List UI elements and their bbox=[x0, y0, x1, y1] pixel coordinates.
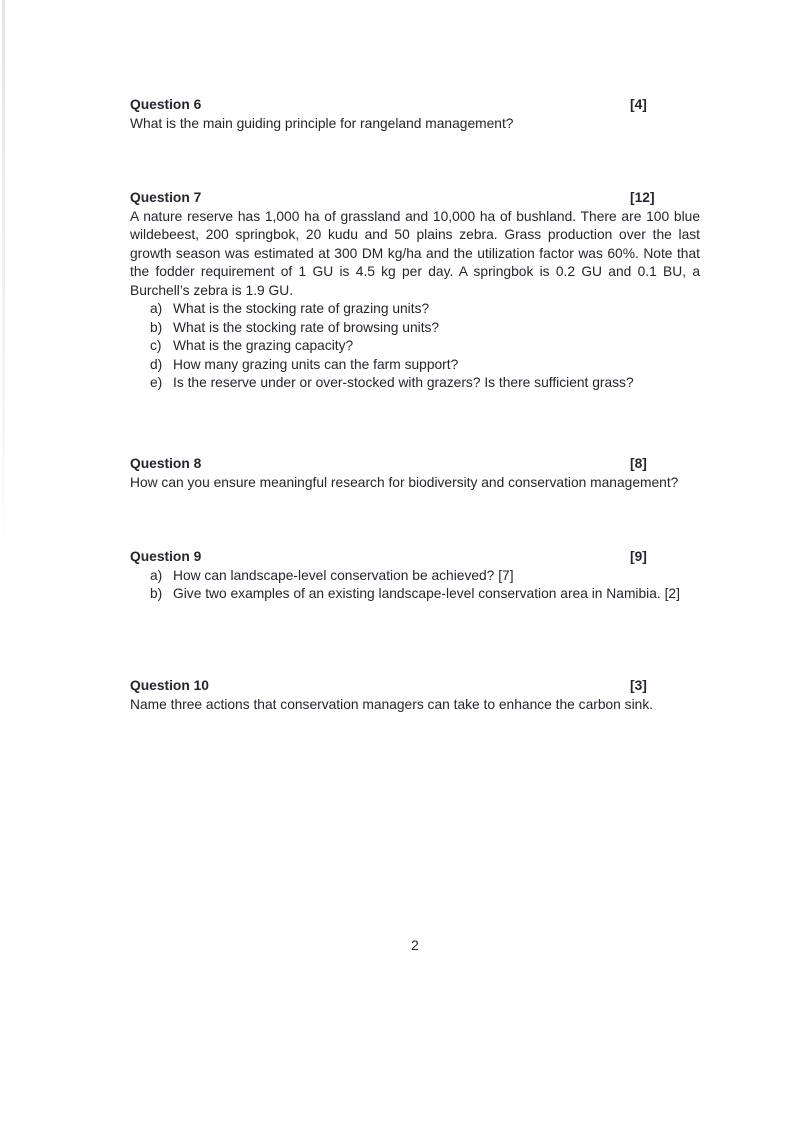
question-8-text: How can you ensure meaningful research for biodiversity and conservation management? bbox=[130, 474, 679, 490]
subquestion-7d-text: How many grazing units can the farm support? bbox=[173, 356, 459, 372]
subquestion-7b-label: b) bbox=[150, 319, 163, 335]
subquestion-9b-label: b) bbox=[150, 586, 163, 601]
question-10-text: Name three actions that conservation managers can take to enhance the carbon sink. bbox=[130, 696, 654, 712]
question-7-subquestions bbox=[130, 300, 700, 393]
subquestion-7d-label: d) bbox=[150, 356, 163, 372]
subquestion-7e-label: e) bbox=[150, 375, 163, 390]
question-6-title: Question 6 bbox=[130, 97, 202, 112]
question-8-marks: [8] bbox=[630, 456, 647, 471]
question-9-title: Question 9 bbox=[130, 549, 202, 564]
subquestion-9a-text: How can landscape-level conservation be achieved? [7] bbox=[173, 567, 514, 583]
question-8-block bbox=[130, 455, 700, 492]
question-6-marks: [4] bbox=[630, 97, 647, 112]
question-6-block bbox=[130, 96, 700, 133]
subquestion-9b bbox=[130, 585, 700, 604]
question-10-marks: [3] bbox=[630, 678, 647, 693]
subquestion-7d bbox=[130, 356, 700, 375]
subquestion-7b bbox=[130, 319, 700, 338]
question-8-header bbox=[130, 455, 700, 474]
subquestion-7a-text: What is the stocking rate of grazing units? bbox=[173, 301, 430, 316]
subquestion-7a-label: a) bbox=[150, 301, 163, 316]
question-9-subquestions bbox=[130, 567, 700, 604]
subquestion-7c-text: What is the grazing capacity? bbox=[173, 338, 354, 353]
subquestion-7b-text: What is the stocking rate of browsing units? bbox=[173, 319, 440, 335]
subquestion-9a bbox=[130, 567, 700, 586]
question-7-marks: [12] bbox=[630, 190, 655, 205]
question-8-title: Question 8 bbox=[130, 456, 202, 471]
subquestion-7e bbox=[130, 374, 700, 393]
question-7-title: Question 7 bbox=[130, 190, 202, 205]
subquestion-7a bbox=[130, 300, 700, 319]
question-10-header bbox=[130, 677, 700, 696]
subquestion-7c-label: c) bbox=[150, 338, 162, 353]
page-number: 2 bbox=[411, 938, 419, 953]
question-9-header bbox=[130, 548, 700, 567]
subquestion-7e-text: Is the reserve under or over-stocked with grazers? Is there sufficient grass? bbox=[173, 375, 634, 390]
question-9-marks: [9] bbox=[630, 549, 647, 564]
subquestion-9a-label: a) bbox=[150, 567, 163, 583]
question-7-text: A nature reserve has 1,000 ha of grassland and 10,000 ha of bushland. There are 100 blue wildebeest, 200 springbok, 20 kudu and 50 plains zebra. Grass production over the last growth season was estimated at 300 DM kg/ha and the utilization factor was 60%. Note that the fodder requirement of 1 GU is 4.5 kg per day. A springbok is 0.2 GU and 0.1 BU, a Burchell’s zebra is 1.9 GU. bbox=[130, 208, 700, 298]
question-10-title: Question 10 bbox=[130, 678, 209, 693]
question-7-block bbox=[130, 189, 700, 393]
scan-edge-artifact bbox=[2, 0, 5, 555]
question-6-header bbox=[130, 96, 700, 115]
subquestion-9b-text: Give two examples of an existing landscape-level conservation area in Namibia. [2] bbox=[173, 586, 680, 601]
subquestion-7c bbox=[130, 337, 700, 356]
question-7-header bbox=[130, 189, 700, 208]
question-6-text: What is the main guiding principle for rangeland management? bbox=[130, 115, 514, 131]
question-9-block bbox=[130, 548, 700, 604]
question-10-block bbox=[130, 677, 700, 714]
